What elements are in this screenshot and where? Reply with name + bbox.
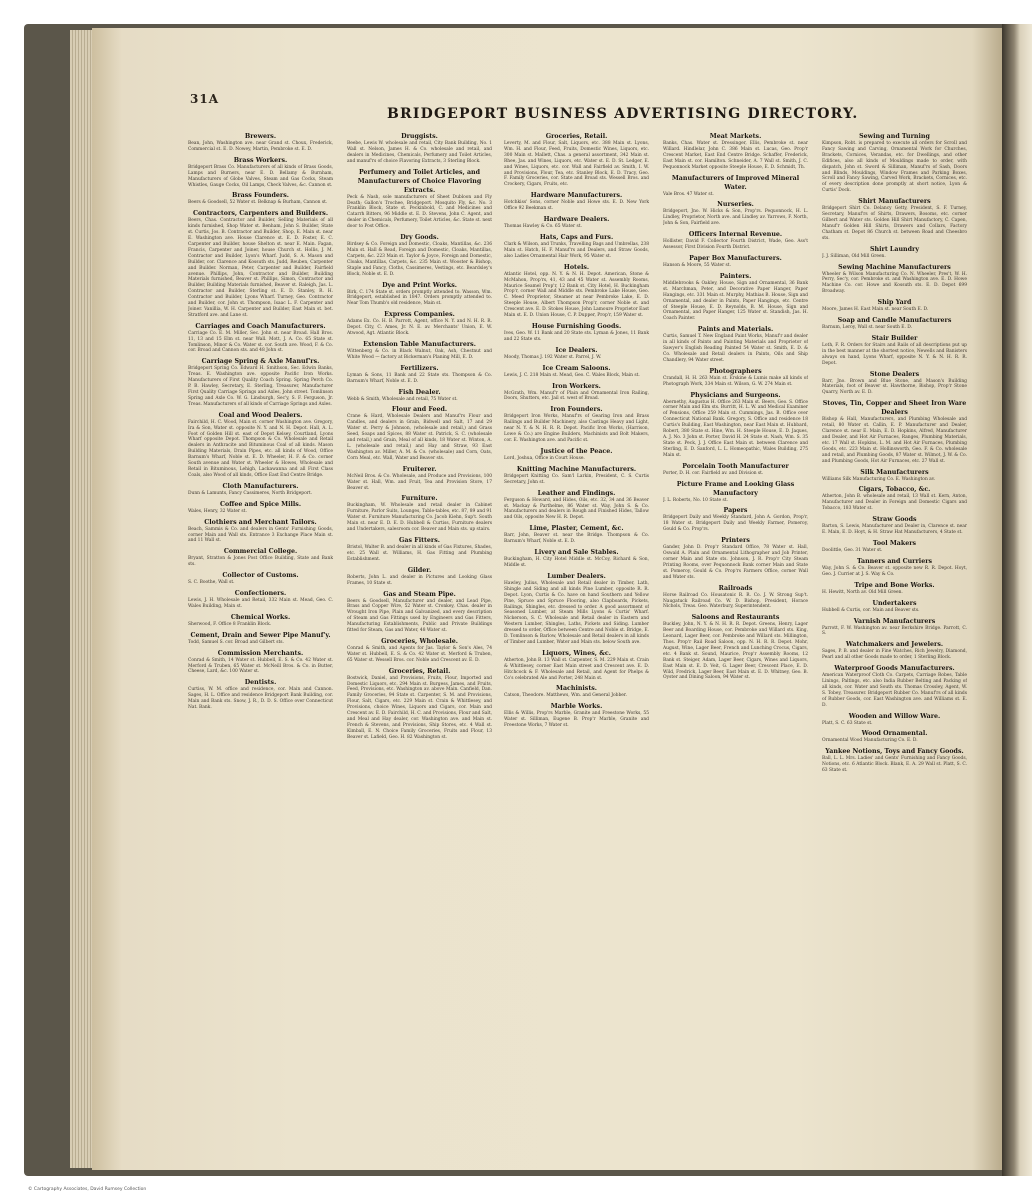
business-listings: Gander, John D. Prop'r Standard Office, 78 Water st. Hall, Oswald A. Plain and Ornamental Lithographer and Job Printer, corner Main and State sts. Johnson, J. R. Prop'r City Steam Printing Rooms, over Pequonnock Bank corner Main and State st. Pomeroy, Gould & Co. Prop'rs Farmers Office, corner Wall and Water sts.: [663, 545, 808, 580]
directory-entry: [347, 168, 492, 230]
book-gutter: [1002, 24, 1032, 1176]
category-heading: Stoves, Tin, Copper and Sheet Iron Ware Dealers: [822, 400, 967, 417]
category-heading: Express Companies.: [384, 311, 455, 319]
business-listings: Beebe, Lewis W. wholesale and retail, City Bank Building, No. 1 Wall st. Nelson, James H. & Co. wholesale and retail, and dealers in Medicines, Chemicals, Perfumery and Toilet Articles, and manuf'rs of choice Flavoring Extracts, 3 Sterling Block.: [347, 141, 492, 164]
category-heading: Lumber Dealers.: [547, 572, 606, 580]
category-heading: Ship Yard: [877, 299, 912, 307]
business-listings: American Waterproof Cloth Co. Carpets, Carriage Robes, Table Linings, Paltings, etc. also India Rubber Belting and Packing of all kinds, cor. Water and South sts. Thomas Crossley, Agent, W. S. Tobey, Treasurer. Bridgeport Rubber Co. Manuf'rs of all kinds of Rubber Goods, cor. East Washington ave. and Williams st. E. D.: [822, 673, 967, 708]
business-listings: Parrott, F. W. Washington av. near Berkshire Bridge. Parrott, C. S.: [822, 625, 967, 637]
directory-entry: [822, 712, 967, 727]
category-heading: Marble Works.: [550, 703, 603, 711]
category-heading: Manufacturers of Improved Mineral Water.: [671, 174, 800, 191]
directory-entry: [347, 405, 492, 461]
directory-entry: [347, 233, 492, 277]
business-listings: Wittenberg & Co. in Black Walnut, Oak, Ash, Chestnut and White Wood — factory at Bickerman's Planing Mill, E. D.: [347, 348, 492, 360]
business-listings: Carriage Co. E. M. Miller, Sec. John st. near Broad. Hall Bros. 11, 13 and 15 Elm st. near Wall. Mott, J. A. Co. 65 State st. Tomlinson, Minor & Co. Water st. cor. South ave. Wood, F. & Co. cor. Broad and Cannon sts. and 48 John st.: [188, 330, 333, 354]
directory-entry: [188, 589, 333, 610]
category-heading: Gas Fitters.: [399, 536, 440, 544]
business-listings: Peck & Nash, sole manufacturers of Sheet Dubloon and Fly Death; Gallon's Trochee, Bridgeport. Mosquito Fly, &c. No. 3 Franklin Block, State st. Peckinbold, C. and Medicines and Catarrh Bitters, 96 Middle st. E. D. Stevens, John C. Agent, and dealer in Chemicals, Perfumery, Toilet Articles, &c. State st. next door to Post Office.: [347, 194, 492, 230]
directory-entry: [822, 581, 967, 596]
category-heading: Silk Manufacturers: [860, 468, 929, 476]
business-listings: Loth, F. R. Orders for Stairs and Rails of all descriptions put up in the best manner at the shortest notice, Newells and Banisters always on hand, Lyons Wharf, opposite N. Y. & N. H. R. R. Depot.: [822, 342, 967, 366]
collection-credit: © Cartography Associates, David Rumsey Collection: [28, 1187, 147, 1192]
business-listings: Thomas Hawley & Co. 65 Water st.: [504, 224, 582, 230]
directory-entry: [822, 664, 967, 708]
business-listings: Beers & Goodsell, Manufacturer and dealer, and Lead Pipe, Brass and Copper Wire, 52 Water st. Cronkey, Chas. dealer in Wrought Iron Pipe, Plain and Galvanized, and every description of Steam and Gas Fittings used by Engineers and Gas Fitters, Manufacturing Establishments, Public and Private Buildings fitted for Steam, Gas and Water, 48 Water st.: [347, 598, 492, 634]
directory-entry: [347, 340, 492, 361]
category-heading: Painters.: [719, 272, 752, 280]
business-listings: Atherton, John B. 13 Wall st. Carpenter, S. M. 229 Main st. Crain & Whittlesey, corner East Main street and Crescent ave. E. D. Hitchcock & F. Wholesale and Retail, and Agent for Phelps & Co's celebrated Ale and Porter, 248 Main st.: [504, 657, 649, 681]
category-heading: Printers: [721, 537, 750, 545]
category-heading: Perfumery and Toilet Articles, and Manufacturers of Choice Flavoring Extracts.: [357, 168, 482, 194]
category-heading: Physicians and Surgeons.: [690, 391, 781, 399]
directory-entry: [663, 391, 808, 459]
category-heading: Justice of the Peace.: [540, 447, 613, 455]
category-heading: Hats, Caps and Furs.: [539, 233, 614, 241]
business-listings: Crane & Hard, Wholesale Dealers and Manuf'rs Flour and Candles, and dealers in Grain, Bidwell and Salt, 17 and 29 Water st. Perry & Johnson, (wholesale and retail,) and Grass Seed, Soaps and Spices, 88 Water st. Patrick, S. C. (wholesale and retail,) and Grain, Meal of all kinds, 18 Water st. Winton, A. L. (wholesale and retail,) and Hay and Straw, 93 East Washington av. Miller, A. M. & Co. (wholesale) and Corn, Oats, Corn Meal, etc. Wall, Water and Beaver sts.: [347, 414, 492, 461]
business-listings: Bishop & Hall, Manufacturers, and Plumbing Wholesale and retail, 80 Water st. Callin, E. P. Manufacturer and Dealer, Clarence st. near E. Main, E. D. Hopkins, Alfred, Manufacturer and Dealer, and Hot Air Furnaces, Ranges, Plumbing Materials, etc. 17 Wall st. Hopkins, L. M. and Hot Air Furnaces, Plumbing Goods, etc. 223 Main st. Hollinsworth, Geo. F. & Co. wholesale and retail, and Plumbing Goods, 87 Water st. Wilmot, J. W. & Co. and Plumbing Goods, Hot Air Furnaces, etc. 27 Wall st.: [822, 417, 967, 464]
business-listings: Ferguson & Howard, and Hides, Oils, etc. 32, 34 and 36 Beaver st. Mackay & Parthelme, 86 Water st. Way, John S. & Co. Manufacturers and dealers in Rough and Finished Hides, Tallow and Oils, opposite New H. R. Depot.: [504, 497, 649, 521]
category-heading: Brewers.: [244, 133, 277, 140]
category-heading: Coal and Wood Dealers.: [218, 411, 303, 419]
directory-entry: [504, 465, 649, 486]
business-listings: Barr, John, Beaver st. near the Bridge. Thompson & Co. Barnum's Wharf, Noble st. E. D.: [504, 533, 649, 545]
business-listings: Horse Railroad Co. Housatonic R. R. Co. J. W. Strong Sup't. Naugatuck Railroad Co. W. D. Bishop, President, Horace Nichols, Treas. Geo. Waterbury, Superintendent.: [663, 592, 808, 610]
directory-entry: [822, 729, 967, 744]
directory-entry: [504, 489, 649, 522]
category-heading: Collector of Customs.: [222, 572, 299, 580]
directory-entry: [504, 548, 649, 569]
business-listings: Buckley, John, N. Y. & N. H. R. R. Depot. Greens, Henry, Lager Beer and Boarding House, cor. Pembroke and Willard sts. King, Leonard, Lager Beer, cor. Pembroke and Willard sts. Millington, Thos. Prop'r Rail Road Saloon, opp. N. H. R. R. Depot. Mohr, August, Wine, Lager Beer, French and Lunching Crocus, Cigars, etc. 4 Bank st. Sound, Maurice, Prop'r Assembly Rooms, 12 Bank st. Steiger, Adam, Lager Beer, Cigars, Wines and Liquors, East Main st. E. D. Veit, G. Lager Beer, Crescent Place, E. D. Wild, Fredrick, Lager Beer, East Main st. E. D. Whitney, Geo. B. Oyster and Dining Saloon, 94 Water st.: [663, 622, 808, 681]
directory-entry: [504, 191, 649, 212]
business-listings: Ives, Geo. W. 11 Bank and 20 State sts. Lyman & Jones, 11 Bank and 22 State sts.: [504, 330, 649, 342]
directory-entry: [822, 468, 967, 483]
category-heading: Confectioners.: [234, 590, 287, 598]
business-listings: Ellis & Willis, Prop'rs Marble, Granite and Freestone Works, 55 Water st. Silliman, Eugene B. Prop'r Marble, Granite and Freestone Works, 7 Water st.: [504, 711, 649, 729]
directory-entry: [188, 322, 333, 355]
category-heading: Carriage Spring & Axle Manuf'rs.: [201, 358, 320, 366]
category-heading: Hotels.: [563, 263, 590, 271]
directory-entry: [822, 640, 967, 661]
business-listings: Bridgeport Iron Works, Manuf'rs of Gearing Iron and Brass Railings and Builder Machinery, also Castings Heavy and Light, near N. Y. & N. H. R. R. Depot. Pacific Iron Works, (Harrison, Lowe & Co.) are Engine Builders, Machinists and Bolt Makers, cor. E. Washington ave. and Pacific st.: [504, 414, 649, 443]
category-heading: Photographers: [709, 367, 762, 375]
directory-entry: [663, 584, 808, 611]
category-heading: Straw Goods: [872, 516, 917, 524]
category-heading: Coffee and Spice Mills.: [219, 500, 302, 508]
business-listings: Ball, L. L. Mrs. Ladies' and Gents' Furnishing and Fancy Goods, Notions, etc. 6 Atlantic Block. Blank, E. A. 29 Wall st. Platt, S. C. 63 State st.: [822, 756, 967, 774]
directory-entry: [822, 399, 967, 464]
business-listings: Sherwood, F. Office 8 Franklin Block.: [188, 621, 272, 627]
category-heading: Brass Workers.: [233, 156, 288, 164]
category-heading: Machinists.: [555, 685, 598, 693]
business-listings: J. L. Roberts, No. 10 State st.: [663, 497, 728, 503]
business-listings: Banks, Chas. Water st. Dressinger, Ellis, Pembroke st. near Willard. Hindlelar, John C. 386 Main st. Lucas, Geo. Prop'r Crescent Market, East End Centre Bridge. Schaffer, Frederick, East Main st. cor. Hamilton. Schneider, A. 7 Wall st. Smith, J. C. Pequonnock Market opposite Steeple House, E. D. Schmidt, Th.: [663, 141, 808, 170]
directory-entry: [822, 132, 967, 194]
directory-entry: [347, 590, 492, 634]
directory-entry: [347, 494, 492, 533]
business-listings: Moore, James H. East Main st. near South E. D.: [822, 307, 929, 313]
directory-entry: [188, 500, 333, 515]
business-listings: Webb & Smith, Wholesale and retail, 75 Water st.: [347, 396, 458, 402]
category-heading: Extension Table Manufacturers.: [363, 340, 476, 348]
business-listings: Lewis, J. H. Wholesale and Retail, 332 Main st. Mead, Geo. C. Wales Building, Main st.: [188, 598, 333, 609]
directory-entry: [663, 480, 808, 504]
page-number: 31A: [190, 92, 220, 106]
business-listings: Curtis, Samuel T. New England Paint Works, Manuf'r and dealer in all kinds of Paints and Painting Materials and Proprietor of Sawyer's English Reading Painted 54 Water st. Smith, E. D. & Co. Wholesale and Retail dealers in Paints, Oils and Ship Chandlery, 94 Water street.: [663, 334, 808, 363]
business-listings: Barnum, Leroy, Wall st. near South E. D.: [822, 325, 913, 331]
directory-entry: [188, 357, 333, 407]
business-listings: Buckingham, W. Wholesale and retail dealer in Cabinet Furniture, Parlor Suits, Lounges, Table-tables, etc. 87, 89 and 91 Water st. Furniture Manufacturing Co. Jacob Kiehn, Sup't. South Main st. near E. D. E. D. Hubbell & Curtiss, Furniture dealers and Undertakers, salesroom cor. Beaver and Main sts. up stairs.: [347, 503, 492, 533]
category-heading: Contractors, Carpenters and Builders.: [192, 210, 329, 218]
category-heading: Sewing and Turning: [859, 133, 930, 140]
category-heading: Groceries, Retail.: [545, 133, 608, 140]
business-listings: Barr, Jno. Brown and Blue Stone, and Mason's Building Materials, foot of Beaver st. Hawthorne, Bishop, Prop'r Stone Quarry, North av. E. D.: [822, 378, 967, 396]
directory-entry: [663, 367, 808, 388]
directory-entry: [347, 465, 492, 492]
business-listings: Catson, Theodore. Matthews, Wm. and General Jobber.: [504, 693, 627, 699]
directory-entry: [347, 364, 492, 385]
directory-entry: [188, 132, 333, 153]
directory-column-2: [347, 130, 492, 1148]
category-heading: Nurseries.: [717, 201, 754, 209]
category-heading: Wood Ornamental.: [861, 730, 928, 738]
directory-entry: [188, 209, 333, 318]
category-heading: Stair Builder: [871, 334, 918, 342]
business-listings: Bridgeport Spring Co. Edward H. Smithson, Sec. Edwin Banks, Treas. E. Washington ave. opposite Pacific Iron Works. Manufacturers of First Quality Coach Spring. Spring Perch Co. P. B. Hawley, Secretary, E. Sterling, Treasurer, Manufacturer First Quality Carriage Springs and Axles, John street. Tomlinson Spring and Axle Co. W. G. Linsburgh, Sec'y, S. F. Ferguson, Jr. Treas. Manufacturers of all kinds of Carriage Springs and Axles.: [188, 366, 333, 407]
directory-entry: [504, 346, 649, 361]
directory-entry: [347, 566, 492, 587]
business-listings: McGrath, Wm. Manuf'r of Plain and Ornamental Iron Railing, Doors, Shutters, etc. Jail st. west of Broad.: [504, 390, 649, 402]
directory-entry: [504, 382, 649, 403]
category-heading: Papers: [723, 507, 748, 515]
category-heading: Stone Dealers: [869, 370, 920, 378]
category-heading: Sewing Machine Manufacturers: [838, 263, 951, 271]
category-heading: Leather and Findings.: [537, 489, 616, 497]
business-listings: Dunn & Lamunts, Fancy Cassimeres, North Bridgeport.: [188, 490, 313, 496]
business-listings: H. Hewitt, North av. Old Mill Green.: [822, 589, 903, 595]
directory-entry: [822, 316, 967, 331]
business-listings: Curtiss, W. M. office and residence, cor. Main and Cannon. Sages, H. L. Office and residence Bridgeport Bank Building, cor. Main and Bank sts. Snow, J. R., D. D. S. Office over Connecticut Nat. Bank.: [188, 687, 333, 711]
business-listings: Beers & Goodsell, 52 Water st. Belknap & Burham, Cannon st.: [188, 200, 328, 206]
category-heading: Shirt Manufacturers: [858, 198, 931, 206]
directory-entry: [504, 447, 649, 462]
category-heading: Fertilizers.: [400, 364, 439, 372]
directory-entry: [188, 678, 333, 711]
directory-column-1: [188, 130, 333, 1148]
directory-entry: [504, 649, 649, 682]
category-heading: Cloth Manufacturers.: [222, 482, 299, 490]
category-heading: Soap and Candle Manufacturers: [837, 317, 952, 325]
directory-entry: [822, 617, 967, 638]
category-heading: Ice Cream Saloons.: [542, 364, 611, 372]
business-listings: Wheeler & Wilson Manufacturing Co. N. Wheeler, Pres't, W. H. Perry, Sec'y, cor. Pembroke st. and Washington ave. E. D. Howe Machine Co. cor. Howe and Kossuth sts. E. D. Depot 699 Broadway.: [822, 271, 967, 295]
business-listings: Doolittle, Geo. 31 Water st.: [822, 547, 883, 553]
business-listings: Ornamental Wood Manufacturing Co. E. D.: [822, 738, 918, 744]
category-heading: Picture Frame and Looking Glass Manufactory: [676, 480, 795, 497]
business-listings: Bridgeport Shirt Co. Delancy Getty, President, S. F. Turney, Secretary, Manuf'rs of Shirts, Drawers, Bosoms, etc. corner Gilbert and Water sts. Golden Hill Shirt Manufactory, C. Capen, Manuf'r Golden Hill Shirts, Drawers and Collars, Factory Chatham st. Depot 86 Church st. between Road and Cheesbro sts.: [822, 206, 967, 241]
category-heading: Lime, Plaster, Cement, &c.: [529, 525, 624, 533]
category-heading: Iron Founders.: [550, 406, 603, 414]
business-listings: Birk, C. 174 State st. orders promptly attended to. Wasson, Wm. Bridgeport, established in 1847. Orders promptly attended to. Near Tom Thumb's old residence, Main st.: [347, 289, 492, 307]
directory-entry: [347, 132, 492, 165]
category-heading: Ice Dealers.: [555, 346, 598, 354]
category-heading: Shirt Laundry: [870, 245, 919, 253]
category-heading: Dry Goods.: [400, 234, 439, 242]
directory-entry: [822, 557, 967, 578]
category-heading: Clothiers and Merchant Tailors.: [204, 518, 317, 526]
directory-entry: [347, 637, 492, 664]
business-listings: Porter, D. H. cor. Fairfield av. and Division st.: [663, 470, 764, 476]
category-heading: Officers Internal Revenue.: [688, 231, 783, 239]
category-heading: Watchmakers and Jewelers.: [845, 641, 944, 649]
directory-entry: [822, 263, 967, 296]
category-heading: Paper Box Manufacturers.: [689, 254, 782, 262]
business-listings: Vale Bros. 47 Water st.: [663, 191, 714, 197]
directory-entry: [504, 132, 649, 188]
category-heading: Liquors, Wines, &c.: [542, 649, 611, 657]
category-heading: Furniture.: [401, 495, 438, 503]
category-heading: Railroads: [718, 584, 753, 592]
directory-entry: [347, 281, 492, 308]
category-heading: Commission Merchants.: [217, 649, 304, 657]
category-heading: Gas and Steam Pipe.: [383, 590, 456, 598]
category-heading: Flour and Feed.: [391, 406, 448, 414]
directory-column-4: [663, 130, 808, 1148]
directory-entry: [188, 571, 333, 586]
directory-entry: [504, 322, 649, 343]
business-listings: Beers, Chas. Contractor and Builder, Selling Materials of all kinds furnished, Shop Water st. Benham, John S. Builder, State st. Curtis, Jos. B. Contractor and Builder, Shop, E. Main st. near E. Washington ave. House Clarence st. E. D. Foster, E. C. Carpenter and Builder, house Shelton st. near E. Main. Fagan, Francis, Carpenter and Joiner, house Church st. Hollis, J. M. Contractor and Builder, Lyon's Wharf. Judd, S. A. Mason and Builder, cor. Clarence and Kossuth sts. Judd, Reuben, Carpenter and Builder. Norman, Peter, Carpenter and Builder, Fairfield avenue. Phillips, John, Contractor and Builder, Building Materials furnished, Beaver st. Phillips, Simon, Contractor and Builder, Building Materials furnished, Beaver st. Raleigh, Jas. L. Contractor and Builder, Sterling st. E. D. Stanley, R. H. Contractor and Builder, Lyons Wharf. Turney, Geo. Contractor and Builder, cor. John st. Thompson, Isaac L. F. Carpenter and Joiner. Vanillia, W. H. Carpenter and Builder, East Main st. bet. Stratford ave. and Lane st.: [188, 218, 333, 318]
business-listings: Hawley, Julius, Wholesale and Retail dealer in Timber, Lath, Shingle and Siding and all kinds Pine Lumber, opposite R. R. Depot. Lyon, Curtis & Co. have on hand Southern and Yellow Pine, Spruce and Spruce Flooring, also Clapboards, Pickets, Railings, Shingles, etc. dressed to order. A good assortment of Seasoned Lumber, at Steam Mills Lyons & Curtis' Wharf. Nickerson, S. C. Wholesale and Retail dealer in Eastern and Western Lumber, Shingles, Laths, Pickets and Siding. Lumber dressed to order, Office between Centre and Noble st. Bridge, E. D. Tomlinson & Barlow, Wholesale and Retail dealers in all kinds of Timber and Lumber, Water and Main sts. below South ave.: [504, 580, 649, 645]
category-heading: House Furnishing Goods.: [531, 322, 622, 330]
directory-entry: [663, 325, 808, 364]
business-listings: Hollister, David F. Collector Fourth District, Wade, Geo. Ass't Assessor, First Division Fourth District.: [663, 239, 808, 251]
business-listings: Crandall, H. H. 263 Main st. Erskine & Lumis make all kinds of Photograph Work, 334 Main st. Wilson, G. W. 274 Main st.: [663, 375, 808, 387]
business-listings: Bryant, Stratton & Jones Post Office Building, State and Bank sts.: [188, 556, 333, 568]
business-listings: Way, John S. & Co. Beaver st. opposite new R. R. Depot. Hoyt, Geo. J. Currier at J. S. Way & Co.: [822, 565, 967, 577]
directory-entry: [504, 524, 649, 545]
business-listings: Moody, Thomas J. 192 Water st. Parrel, J. W.: [504, 354, 602, 360]
directory-entry: [663, 272, 808, 322]
business-listings: Platt, S. C. 63 State st.: [822, 720, 873, 726]
directory-entry: [663, 230, 808, 251]
business-listings: Bridgeport Brass Co. Manufacturers of all kinds of Brass Goods, Lamps and Burners, near E. D. Bellamy & Burnham, Manufacturers of Globe Valves, Steam and Gas Cocks, Steam Whistles, Gauge Cocks, Oil Lamps, Check Valves, &c. Cannon st.: [188, 164, 333, 188]
directory-entry: [663, 200, 808, 227]
category-heading: Hardware Dealers.: [543, 216, 610, 224]
directory-entry: [188, 547, 333, 568]
category-heading: Paints and Materials.: [697, 326, 774, 334]
business-listings: Lord, Joshua, Office in Court House.: [504, 455, 585, 461]
category-heading: Fruiterer.: [402, 465, 437, 473]
business-listings: Middlebrooks & Oakley, House, Sign and Ornamental, 36 Bank st. Marchman, Peter, and Decorative Paper Hanger, Paper Hangings, etc. 331 Main st. Murphy, Mathias B. House, Sign and Ornamental, and dealer in Paints, Paper Hangings, etc. Centre of Steeple House, E. D. Reynolds, B. M. House, Sign and Ornamental, and Paper Hanger, 125 Water st. Standish, Jas. H. Coach Painter.: [663, 280, 808, 322]
directory-entry: [347, 310, 492, 337]
category-heading: Tool Makers: [872, 539, 917, 547]
business-listings: Bean, John, Washington ave. near Grand st. Choux, Frederick, Commercial st. E. D. Nowey, Martin, Pembroke st. E. D.: [188, 141, 333, 152]
directory-entry: [347, 667, 492, 741]
directory-entry: [822, 334, 967, 367]
business-listings: Buckingham, H. City Hotel Middle st. McCoy, Richard & Son, Middle st.: [504, 557, 649, 568]
directory-entry: [663, 174, 808, 198]
category-heading: Chemical Works.: [230, 613, 291, 621]
business-listings: Leverty, M. and Flour, Salt, Liquors, etc. 388 Main st. Lyons, Wm. H. and Flour, Feed, Fruits, Domestic Wines, Liquors, etc. 300 Main st. Mallett, Chas. a general assortment, 342 Main st. Rhee, Jas. and Wines, Liquors, etc. Water st. E. D. St. Ledger, E. and Wines, Liquors, etc. cor. Wall and Fairfield av. Smith, I. W. and Provisions, Flour, Tea, etc. Stanley Block, E. D. Tracy, Geo. F. Family Groceries, cor. State and Broad sts. Wessell Bros. and Crockery, Cigars, Fruits, etc.: [504, 141, 649, 188]
category-heading: Commercial College.: [223, 548, 298, 556]
business-listings: Conrad & Smith, 14 Water st. Hubbell, E. S. & Co. 42 Water st. Merford & Truben, 65 Water st. McNeill Bros. & Co. in Butter, Cheese, Lard, &c. 100 Water st.: [188, 657, 333, 675]
directory-entry: [504, 684, 649, 699]
business-listings: Fairchild, H. C. Wood, Main st. corner Washington ave. Gregory, Ira & Son, Water st. opposite N. Y. and N. H. Depot. Hall, A. L. Foot of Golden Hill st. east of Depot Kelsey, Courtland, Lyons Wharf opposite Depot. Thompson & Co. Wholesale and Retail dealers in Anthracite and Bituminous Coal of all kinds. Mason Building Materials, Drain Pipes, etc. all kinds of Wood, Office Barnum's Wharf, Noble st. E. D. Wheeler, H. F. & Co. corner South avenue and Water st. Wheeler & Howes, Wholesale and Retail in Bituminous, Lehigh, Lackawanna and all First Class Coals, also Wood of all kinds, Office East End Centre Bridge.: [188, 419, 333, 478]
directory-entry: [504, 233, 649, 260]
business-listings: S. C. Boothe, Wall st.: [188, 580, 235, 586]
business-listings: J. J. Silliman, Old Mill Green.: [822, 253, 886, 259]
directory-entry: [504, 263, 649, 319]
business-listings: Sages, P. B. and dealer in Fine Watches, Rich Jewelry, Diamond, Pearl and all other Goods made to order, 1 Sterling Block.: [822, 649, 967, 661]
directory-entry: [822, 515, 967, 536]
business-listings: Roberts, John L. and dealer in Pictures and Looking Glass Frames, 10 State st.: [347, 574, 492, 586]
directory-entry: [188, 156, 333, 189]
page-title: BRIDGEPORT BUSINESS ADVERTISING DIRECTORY.: [387, 106, 859, 122]
directory-entry: [347, 388, 492, 403]
category-heading: Hardware Manufacturers.: [530, 192, 623, 200]
category-heading: Yankee Notions, Toys and Fancy Goods.: [825, 748, 964, 756]
directory-entry: [504, 364, 649, 379]
business-listings: Hotchkiss' Sons, corner Noble and Howe sts. E. D. New York Office 92 Beekman st.: [504, 200, 649, 212]
category-heading: Varnish Manufacturers: [853, 617, 936, 625]
directory-entry: [663, 254, 808, 269]
category-heading: Tanners and Curriers: [856, 557, 933, 565]
directory-entry: [188, 191, 333, 206]
category-heading: Groceries, Retail.: [388, 667, 451, 675]
directory-entry: [504, 405, 649, 444]
directory-entry: [188, 649, 333, 676]
directory-entry: [822, 747, 967, 774]
business-listings: Wales, Henry, 32 Water st.: [188, 508, 247, 514]
category-heading: Brass Founders.: [232, 192, 289, 200]
category-heading: Carriages and Coach Manufacturers.: [195, 322, 326, 330]
directory-entry: [822, 485, 967, 512]
category-heading: Saloons and Restaurants: [691, 614, 780, 622]
directory-entry: [188, 482, 333, 497]
directory-entry: [663, 613, 808, 681]
business-listings: Atherton, John B. wholesale and retail, 13 Wall st. Kern, Anton, Manufacturer and Dealer in Foreign and Domestic Cigars and Tobacco, 183 Water st.: [822, 494, 967, 512]
business-listings: Lyman & Sons, 11 Bank and 22 State sts. Thompson & Co. Barnum's Wharf, Noble st. E. D.: [347, 372, 492, 384]
business-listings: Adams Ex. Co. H. B. Parrott, Agent, office N. Y. and N. H. R. R. Depot. City, C. Ames, Jr. N. E. av. Merchants' Union, E. W. Atwood, Agt. Atlantic Block.: [347, 319, 492, 337]
directory-entry: [188, 631, 333, 646]
business-listings: Hanson & Moore, 55 Water st.: [663, 262, 731, 268]
business-listings: Bostwick, Daniel, and Provisions, Fruits, Flour, Imported and Domestic Liquors, etc. 294 Main st. Burgess, James, and Fruits, Feed, Provisions, etc. Washington av. above Main. Canfield, Dan. Family Groceries, 94 State st. Carpenter, S. M. and Provisions, Flour, Salt, Cigars, etc. 229 Main st. Crain & Whittlesey, and Provisions, choice Wines, Liquors and Cigars, cor. Main and Crescent av. E. D. Fairchild, H. C. and Provisions, Flour and Salt, and Meal and Hay dealer, cor. Washington ave. and Main st. French & Stevens, and Provisions, Ship Stores, etc. 4 Wall st. Kimball, E. N. Choice Family Groceries, Fruits and Flour, 13 Beaver st. Lafield, Geo. H. 82 Washington st.: [347, 675, 492, 740]
directory-entry: [663, 506, 808, 533]
directory-entry: [822, 197, 967, 241]
category-heading: Knitting Machine Manufacturers.: [516, 465, 637, 473]
category-heading: Porcelain Tooth Manufacturer: [682, 462, 789, 470]
business-listings: Todd, Samuel S. cor. Broad and Gilbert sts.: [188, 639, 284, 645]
business-listings: Kimpson, Robt. is prepared to execute all orders for Scroll and Fancy Sawing and Carving, Ornamental Work for Churches, Brackets, Cornices, Verandas, etc. for Dwellings, and other Edifices, also all kinds of Mouldings made to order, with dispatch, John st. Sword & Silliman, Manuf'rs of Sash, Doors and Blinds, Mouldings, Window Frames and Parking Boxes, Scroll and Fancy Sawing, Carved Work, Brackets, Cornices, etc. of every description done promptly at short notice, Lyon & Curtis' Dock.: [822, 141, 967, 194]
category-heading: Dentists.: [244, 679, 277, 687]
business-listings: Atlantic Hotel, opp. N. Y. & N. H. Depot. American, Stone & McMahon, Prop'rs, 41, 43 and 45 Water st. Assembly Rooms, Maurice Seamel Prop'r, 12 Bank st. City Hotel, H. Buckingham Prop'r, corner Wall and Middle sts. Pembroke Lake House, Geo. C. Meed Proprietor, Steamer at near Pembroke Lake, E. D. Steeple House, Albert Thompson Prop'r, corner Noble st. and Crescent ave. E. D. Stokes House, John Lamoure Proprietor East Main st. E. D. Union House, C. P. Dupper, Prop'r, 159 Water st.: [504, 271, 649, 319]
business-listings: Hubbell & Curtis, cor. Main and Beaver sts.: [822, 607, 920, 613]
directory-entry: [188, 518, 333, 545]
category-heading: Druggists.: [401, 133, 438, 140]
directory-entry: [663, 462, 808, 477]
directory-entry: [188, 411, 333, 479]
business-listings: Birdsey & Co. Foreign and Domestic, Cloaks, Mantillas, &c. 236 Main st. Hall & Read, Foreign and Domestic, Cloaks, Mantillas, Carpets, &c. 223 Main st. Taylor & Joyce, Foreign and Domestic, Cloaks, Mantillas, Carpets, &c. 235 Main st. Wooster & Bishop, Staple and Fancy, Cloths, Cassimeres, Vestings, etc. Beardsley's Block, Noble st. E. D.: [347, 242, 492, 277]
directory-entry: [822, 370, 967, 397]
category-heading: Livery and Sale Stables.: [534, 549, 619, 557]
business-listings: Lewis, J. C. 218 Main st. Mead, Geo. C. Wales Block, Main st.: [504, 372, 640, 378]
directory-column-5: [822, 130, 967, 1148]
business-listings: Conrad & Smith, and Agents for Jas. Taylor & Son's Ales, 74 Water st. Hubbell, E. S. & Co. 42 Water st. Merford & Truben, 65 Water st. Wessell Bros. cor. Noble and Crescent av. E. D.: [347, 645, 492, 663]
business-listings: Clark & Wilson, and Trunks, Travelling Bags and Umbrellas, 238 Main st. Hatch, H. F. Manuf'rs and Dealers, and Straw Goods, also Ladies Ornamental Hair Work, 95 Water st.: [504, 241, 649, 259]
category-heading: Dye and Print Works.: [382, 281, 457, 289]
directory-entry: [663, 132, 808, 171]
business-listings: Beach, Sammis & Co. and dealers in Gents' Furnishing Goods, corner Main and Wall sts. Entrance 3 Exchange Place Main st. and 11 Wall st.: [188, 526, 333, 544]
business-listings: Bridgeport, Jno. W. Hicks & Son, Prop'rs. Pequonnock, H. L. Lindley, Proprietor, North ave. and Lindley av. Yarrows, F. North, John & Son, Fairfield ave.: [663, 209, 808, 227]
business-listings: Bridgeport Knitting Co. Sam'l Larkin, President, C. S. Curtis Secretary, John st.: [504, 473, 649, 485]
category-heading: Groceries, Wholesale.: [381, 637, 458, 645]
category-heading: Tripe and Bone Works.: [854, 581, 935, 589]
category-heading: Undertakers: [872, 599, 917, 607]
directory-entry: [822, 599, 967, 614]
directory-entry: [188, 613, 333, 628]
directory-column-3: [504, 130, 649, 1148]
category-heading: Meat Markets.: [709, 133, 762, 140]
category-heading: Waterproof Goods Manufacturers.: [834, 665, 955, 673]
business-listings: Bridgeport Daily and Weekly Standard, John A. Gordon, Prop'r, 18 Water st. Bridgeport Daily and Weekly Farmer, Pomeroy, Gould & Co. Prop'rs.: [663, 515, 808, 533]
directory-entry: [663, 536, 808, 580]
business-listings: Williams Silk Manufacturing Co. E. Washington av.: [822, 476, 936, 482]
directory-entry: [504, 702, 649, 729]
directory-entry: [822, 539, 967, 554]
business-listings: Bristol, Walter B. and dealer in all kinds of Gas Fixtures, Shades, etc. 25 Wall st. Williams, H. Gas Fitting and Plumbing Establishment.: [347, 544, 492, 562]
category-heading: Cigars, Tobacco, &c.: [858, 486, 931, 494]
category-heading: Iron Workers.: [552, 382, 601, 390]
business-listings: Barton, S. Lewis, Manufacturer and Dealer in, Clarence st. near E. Main, E. D. Hoyt, & H. Straw Hat Manufacturers, 4 State st.: [822, 524, 967, 536]
category-heading: Wooden and Willow Ware.: [848, 712, 941, 720]
business-listings: McNeil Bros. & Co. Wholesale, and Produce and Provisions, 100 Water st. Hall, Wm. and Fruit, Tea and Provision Store, 17 Beaver st.: [347, 473, 492, 491]
category-heading: Cement, Drain and Sewer Pipe Manuf'y.: [190, 631, 331, 639]
directory-entry: [822, 245, 967, 260]
category-heading: Gilder.: [407, 566, 432, 574]
directory-entry: [347, 536, 492, 563]
business-listings: Abernethy, Augustus H. Office 263 Main st. Beers, Geo. S. Office corner Main and Elm sts. Burritt, H. L. W. and Medical Examiner of Pensions, Office 259 Main st. Cummings, Jas. B. Office over Connecticut National Bank. Gregory, S. Office and residence 18 Curtis's Building, East Washington, near East Main st. Hubbard, Robert, 380 State st. Hine, Wm. H. Steeple House, E. D. Jaques, A. J. No. 3 John st. Porter, David H. 24 State st. Nash, Wm. S. 35 State st. Peck, J. J. Office East Main st. between Clarence and Sterling, E. D. Sanford, L. L. Homeopathic, Wales Building, 275 Main st.: [663, 399, 808, 458]
directory-entry: [504, 572, 649, 646]
category-heading: Fish Dealer.: [398, 388, 441, 396]
directory-entry: [504, 215, 649, 230]
directory-entry: [822, 298, 967, 313]
